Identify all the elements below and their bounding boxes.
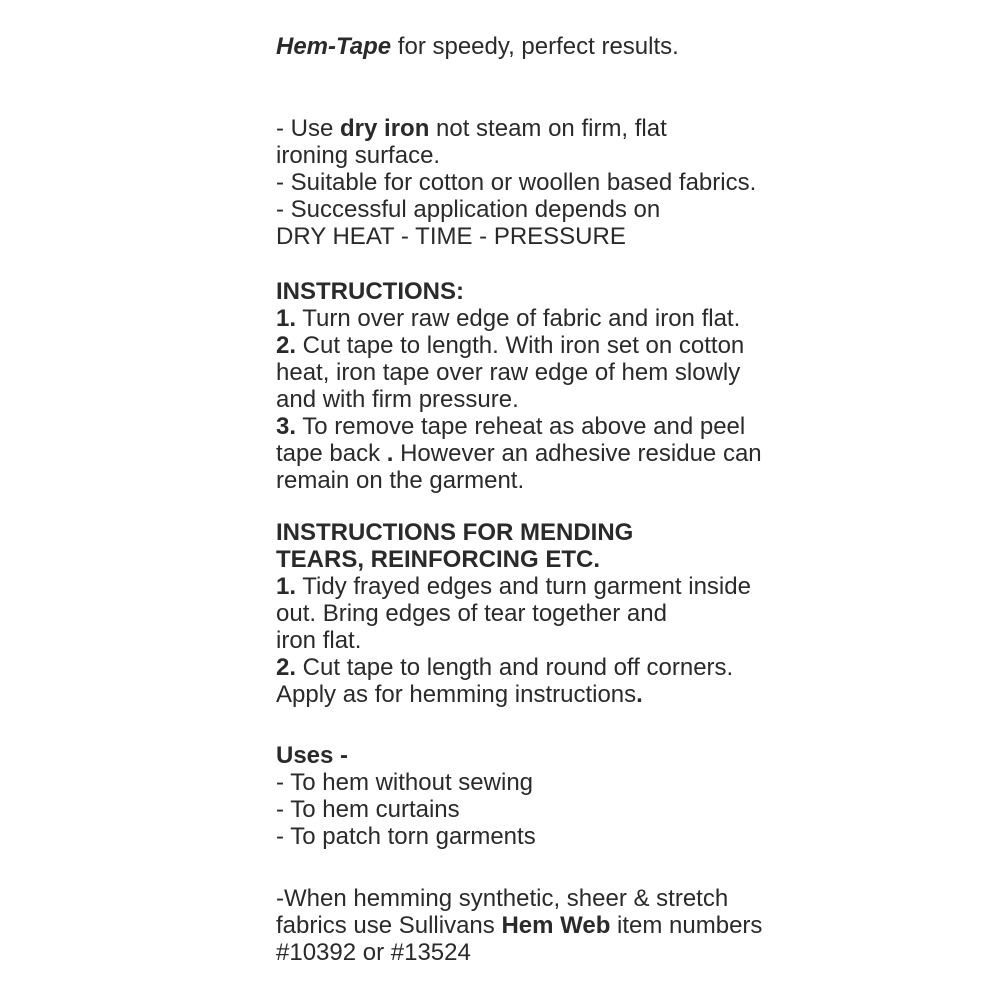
note-line: DRY HEAT - TIME - PRESSURE [276,223,626,250]
mending-step [276,654,751,681]
instruction-step [276,332,762,359]
note-text: not steam on firm, flat [429,115,667,142]
step-continuation [276,440,762,467]
footer-line [276,912,762,939]
mending-heading: TEARS, REINFORCING ETC. [276,546,601,573]
note-line: - Suitable for cotton or woollen based fabrics. [276,169,757,196]
hem-web-product: Hem Web [501,912,611,939]
footer-line: -When hemming synthetic, sheer & stretch [276,885,729,912]
mending-block [276,519,751,708]
step-text: tape back [276,440,381,467]
instruction-step [276,305,762,332]
step-text: Cut tape to length and round off corners. [296,654,734,681]
step-text: Cut tape to length. With iron set on cotton [296,332,745,359]
uses-item: - To patch torn garments [276,823,536,850]
step-number: 1. [276,573,297,600]
uses-item: - To hem without sewing [276,769,534,796]
step-text: Tidy frayed edges and turn garment inside [296,573,751,600]
product-name: Hem-Tape [276,33,392,60]
uses-item: - To hem curtains [276,796,460,823]
tagline: for speedy, perfect results. [391,33,679,60]
footer-block [276,885,762,966]
footer-text: item numbers [610,912,763,939]
dry-iron-emphasis: dry iron [340,115,430,142]
step-continuation: heat, iron tape over raw edge of hem slowly [276,359,741,386]
note-text: - Use [276,115,341,142]
step-text: To remove tape reheat as above and peel [296,413,746,440]
mending-step [276,573,751,600]
step-continuation: and with firm pressure. [276,386,519,413]
note-line [276,115,756,142]
step-continuation: iron flat. [276,627,362,654]
uses-block [276,742,536,850]
step-continuation: out. Bring edges of tear together and [276,600,667,627]
note-line: - Successful application depends on [276,196,661,223]
step-continuation: remain on the garment. [276,467,525,494]
step-number: 2. [276,332,297,359]
uses-heading: Uses - [276,742,349,769]
step-number: 2. [276,654,297,681]
note-line: ironing surface. [276,142,441,169]
step-number: 1. [276,305,297,332]
footer-line: #10392 or #13524 [276,939,471,966]
notes-block [276,115,756,250]
footer-text: fabrics use Sullivans [276,912,502,939]
instructions-block [276,278,762,494]
instruction-step [276,413,762,440]
intro-block [276,33,679,60]
step-continuation [276,681,751,708]
instructions-heading: INSTRUCTIONS: [276,278,464,305]
step-text: Apply as for hemming instructions [276,681,637,708]
step-number: 3. [276,413,297,440]
step-punctuation: . [380,440,394,467]
intro-line [276,33,679,60]
step-text: Turn over raw edge of fabric and iron flat. [296,305,741,332]
mending-heading: INSTRUCTIONS FOR MENDING [276,519,634,546]
step-punctuation: . [636,681,643,708]
step-text: However an adhesive residue can [393,440,762,467]
